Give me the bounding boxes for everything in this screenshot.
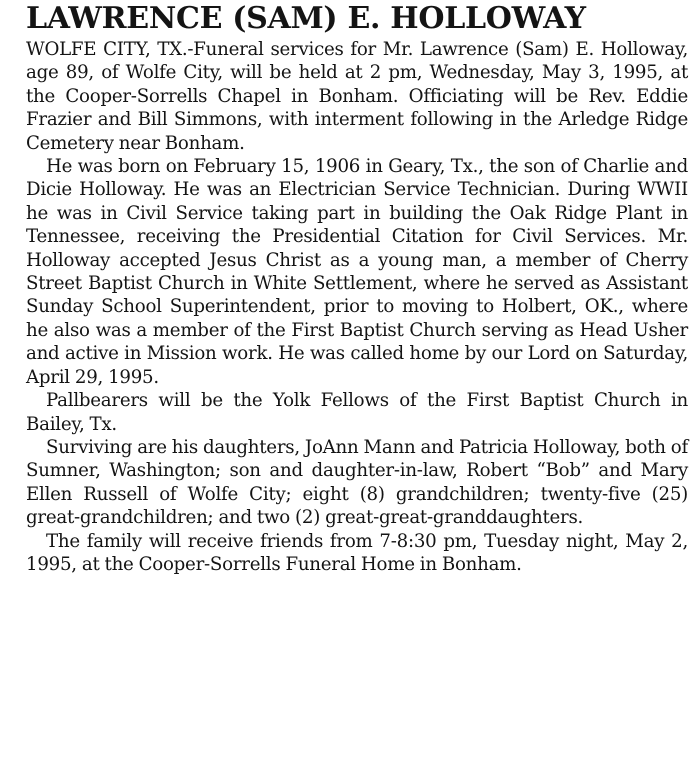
obituary-headline: LAWRENCE (SAM) E. HOLLOWAY — [26, 1, 586, 36]
pallbearers-paragraph: Pallbearers will be the Yolk Fellows of the First Baptist Church in Bailey, Tx. — [26, 390, 688, 435]
funeral-services-paragraph: WOLFE CITY, TX.-Funeral services for Mr. Lawrence (Sam) E. Holloway, age 89, of Wolfe City, will be held at 2 pm, Wednesday, May 3, 1995, at the Cooper-Sorrells Chapel in Bonham. Officiating will be Rev. Eddie Frazier and Bill Simmons, with interment following in the Arledge Ridge Cemetery near Bonham. — [26, 39, 688, 154]
visitation-paragraph: The family will receive friends from 7-8:30 pm, Tuesday night, May 2, 1995, at the Cooper-Sorrells Funeral Home in Bonham. — [26, 530, 688, 575]
biography-paragraph: He was born on February 15, 1906 in Geary, Tx., the son of Charlie and Dicie Holloway. He was an Electrician Service Technician. During WWII he was in Civil Service taking part in building the Oak Ridge Plant in Tennessee, receiving the Presidential Citation for Civil Services. Mr. Holloway accepted Jesus Christ as a young man, a member of Cherry Street Baptist Church in White Settlement, where he served as Assistant Sunday School Superintendent, prior to moving to Holbert, OK., where he also was a member of the First Baptist Church serving as Head Usher and active in Mission work. He was called home by our Lord on Saturday, April 29, 1995. — [26, 156, 688, 388]
survivors-paragraph: Surviving are his daughters, JoAnn Mann and Patricia Holloway, both of Sumner, Washington; son and daughter-in-law, Robert “Bob” and Mary Ellen Russell of Wolfe City; eight (8) grandchildren; twenty-five (25) great-grandchildren; and two (2) great-great-granddaughters. — [26, 436, 688, 529]
